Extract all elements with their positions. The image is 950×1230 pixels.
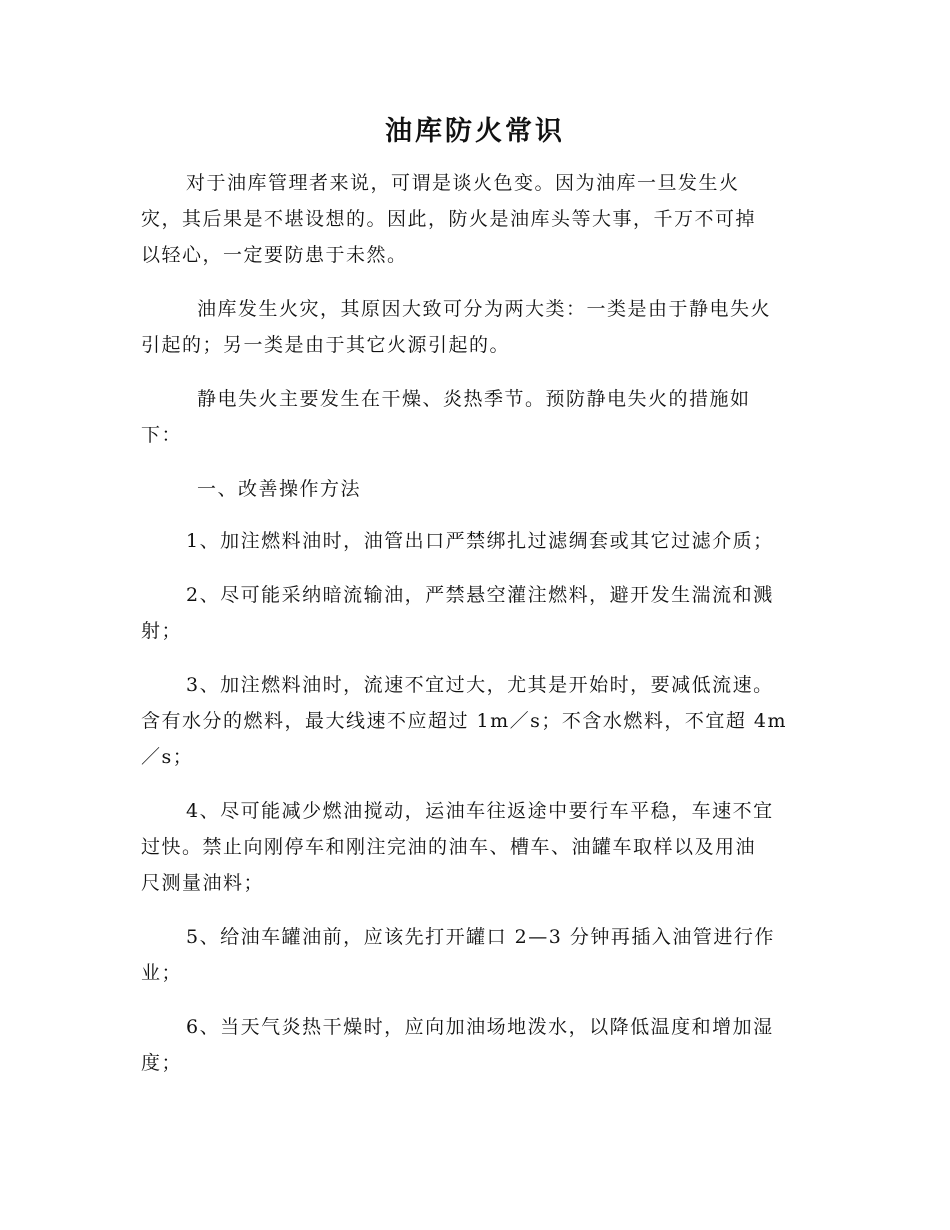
list-item-line: 过快。禁止向刚停车和刚注完油的油车、槽车、油罐车取样以及用油	[141, 836, 757, 858]
list-item-line: 6、当天气炎热干燥时，应向加油场地泼水，以降低温度和增加湿	[186, 1016, 774, 1038]
section-heading: 一、改善操作方法	[197, 478, 362, 500]
list-item-line: 含有水分的燃料，最大线速不应超过 1m／s；不含水燃料，不宜超 4m	[141, 710, 788, 732]
list-item-line: 射；	[141, 620, 183, 642]
paragraph-line: 对于油库管理者来说，可谓是谈火色变。因为油库一旦发生火	[186, 172, 740, 194]
paragraph-line: 灾，其后果是不堪设想的。因此，防火是油库头等大事，千万不可掉	[141, 208, 757, 230]
paragraph-line: 静电失火主要发生在干燥、炎热季节。预防静电失火的措施如	[197, 388, 751, 410]
list-item-line: 1、加注燃料油时，油管出口严禁绑扎过滤绸套或其它过滤介质；	[186, 530, 774, 552]
list-item-line: 度；	[141, 1052, 183, 1074]
list-item-line: 5、给油车罐油前，应该先打开罐口 2—3 分钟再插入油管进行作	[186, 926, 775, 948]
paragraph-line: 以轻心，一定要防患于未然。	[141, 244, 408, 266]
document-title: 油库防火常识	[385, 116, 565, 147]
list-item-line: 4、尽可能减少燃油搅动，运油车往返途中要行车平稳，车速不宜	[186, 800, 774, 822]
paragraph-line: 下：	[141, 424, 183, 446]
list-item-line: 3、加注燃料油时，流速不宜过大，尤其是开始时，要减低流速。	[186, 674, 774, 696]
list-item-line: 2、尽可能采纳暗流输油，严禁悬空灌注燃料，避开发生湍流和溅	[186, 584, 774, 606]
list-item-line: 业；	[141, 962, 183, 984]
list-item-line: ／s；	[141, 746, 194, 768]
list-item-line: 尺测量油料；	[141, 872, 265, 894]
paragraph-line: 油库发生火灾，其原因大致可分为两大类：一类是由于静电失火	[197, 298, 772, 320]
paragraph-line: 引起的；另一类是由于其它火源引起的。	[141, 334, 511, 356]
